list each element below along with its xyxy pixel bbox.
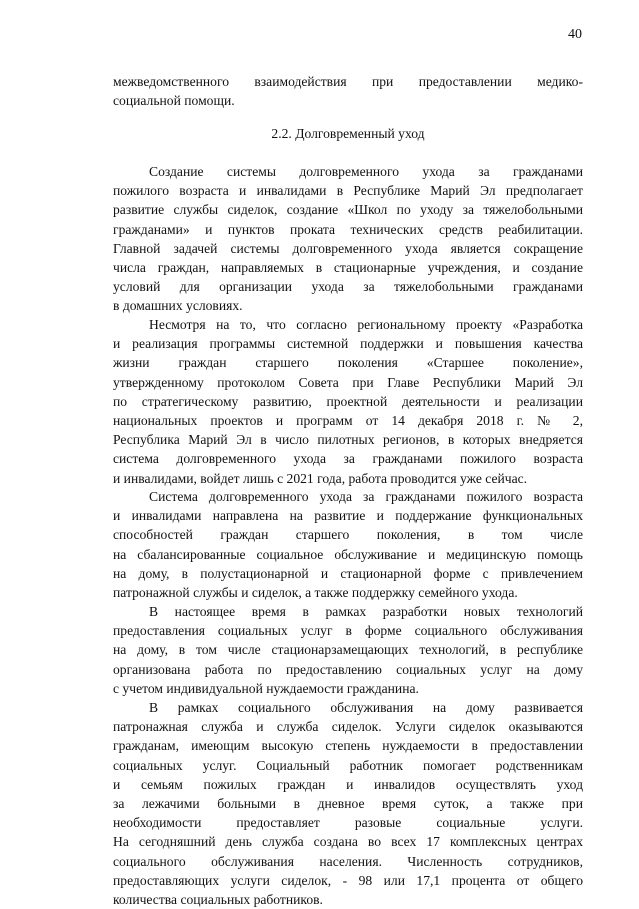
text-line: числа граждан, направляемых в стационарные учреждения, и создание	[113, 259, 583, 275]
text-line: и инвалидами направлена на развитие и поддержание функциональных	[113, 508, 583, 524]
text-line: утвержденному протоколом Совета при Главе Республики Марий Эл	[113, 374, 583, 390]
paragraph-5	[113, 698, 583, 909]
text-line: Главной задачей системы долговременного ухода является сокращение	[113, 240, 583, 256]
text-line: Несмотря на то, что согласно региональному проекту «Разработка	[149, 317, 583, 332]
text-line: гражданам, имеющим высокую степень нуждаемости в предоставлении	[113, 738, 583, 754]
text-line: социальной помощи.	[113, 93, 235, 109]
paragraph-1	[113, 162, 583, 316]
text-line: система долговременного ухода за гражданами пожилого возраста	[113, 451, 583, 467]
text-line: На сегодняшний день служба создана во всех 17 комплексных центрах	[113, 834, 583, 850]
text-line: межведомственного взаимодействия при предоставлении медико-	[113, 74, 583, 89]
intro-text	[113, 72, 583, 110]
text-line: В настоящее время в рамках разработки новых технологий	[149, 604, 583, 619]
text-line: пожилого возраста и инвалидами в Республике Марий Эл предполагает	[113, 183, 583, 199]
paragraph-4	[113, 602, 583, 698]
text-line: и реализация программы системной поддержки и повышения качества	[113, 336, 583, 352]
text-line: Республика Марий Эл в число пилотных регионов, в которых внедряется	[113, 432, 583, 448]
text-line: условий для организации ухода за тяжелобольными гражданами	[113, 279, 583, 295]
text-line: количества социальных работников.	[113, 891, 323, 907]
text-line: гражданами» и пунктов проката технических средств реабилитации.	[113, 221, 583, 237]
text-line: способностей граждан старшего поколения, в том числе	[113, 527, 583, 543]
text-line: патронажной службы и сиделок, а также поддержку семейного ухода.	[113, 584, 518, 600]
text-line: развитие службы сиделок, создание «Школ по уходу за тяжелобольными	[113, 202, 583, 218]
text-line: предоставляющих услуги сиделок, - 98 или 17,1 процента от общего	[113, 872, 583, 888]
text-line: по стратегическому развитию, проектной деятельности и реализации	[113, 393, 583, 409]
text-line: за лежачими больными в дневное время суток, а также при	[113, 795, 583, 811]
section-heading: 2.2. Долговременный уход	[271, 126, 425, 141]
text-line: с учетом индивидуальной нуждаемости гражданина.	[113, 680, 419, 696]
text-line: необходимости предоставляет разовые социальные услуги.	[113, 815, 583, 831]
text-line: патронажная служба и служба сиделок. Услуги сиделок оказываются	[113, 719, 583, 735]
text-line: Система долговременного ухода за гражданами пожилого возраста	[149, 489, 583, 504]
text-line: на дому, в полустационарной и стационарной форме с привлечением	[113, 565, 583, 581]
text-line: и семьям пожилых граждан и инвалидов осуществлять уход	[113, 776, 583, 792]
text-line: национальных проектов и программ от 14 декабря 2018 г. № 2,	[113, 412, 583, 428]
text-line: и инвалидами, войдет лишь с 2021 года, работа проводится уже сейчас.	[113, 470, 528, 486]
text-line: организована работа по предоставлению социальных услуг на дому	[113, 661, 583, 677]
page-number: 40	[568, 27, 582, 42]
text-line: Создание системы долговременного ухода за гражданами	[149, 164, 583, 179]
text-line: в домашних условиях.	[113, 298, 243, 314]
text-line: социальных услуг. Социальный работник помогает родственникам	[113, 757, 583, 773]
text-line: социального обслуживания населения. Численность сотрудников,	[113, 853, 583, 869]
text-line: предоставления социальных услуг в форме социального обслуживания	[113, 623, 583, 639]
text-line: жизни граждан старшего поколения «Старшее поколение»,	[113, 355, 583, 371]
text-line: на дому, в том числе стационарзамещающих технологий, в республике	[113, 642, 583, 658]
text-line: В рамках социального обслуживания на дому развивается	[149, 700, 583, 715]
text-line: на сбалансированные социальное обслуживание и медицинскую помощь	[113, 546, 583, 562]
paragraph-2	[113, 315, 583, 488]
paragraph-3	[113, 487, 583, 602]
